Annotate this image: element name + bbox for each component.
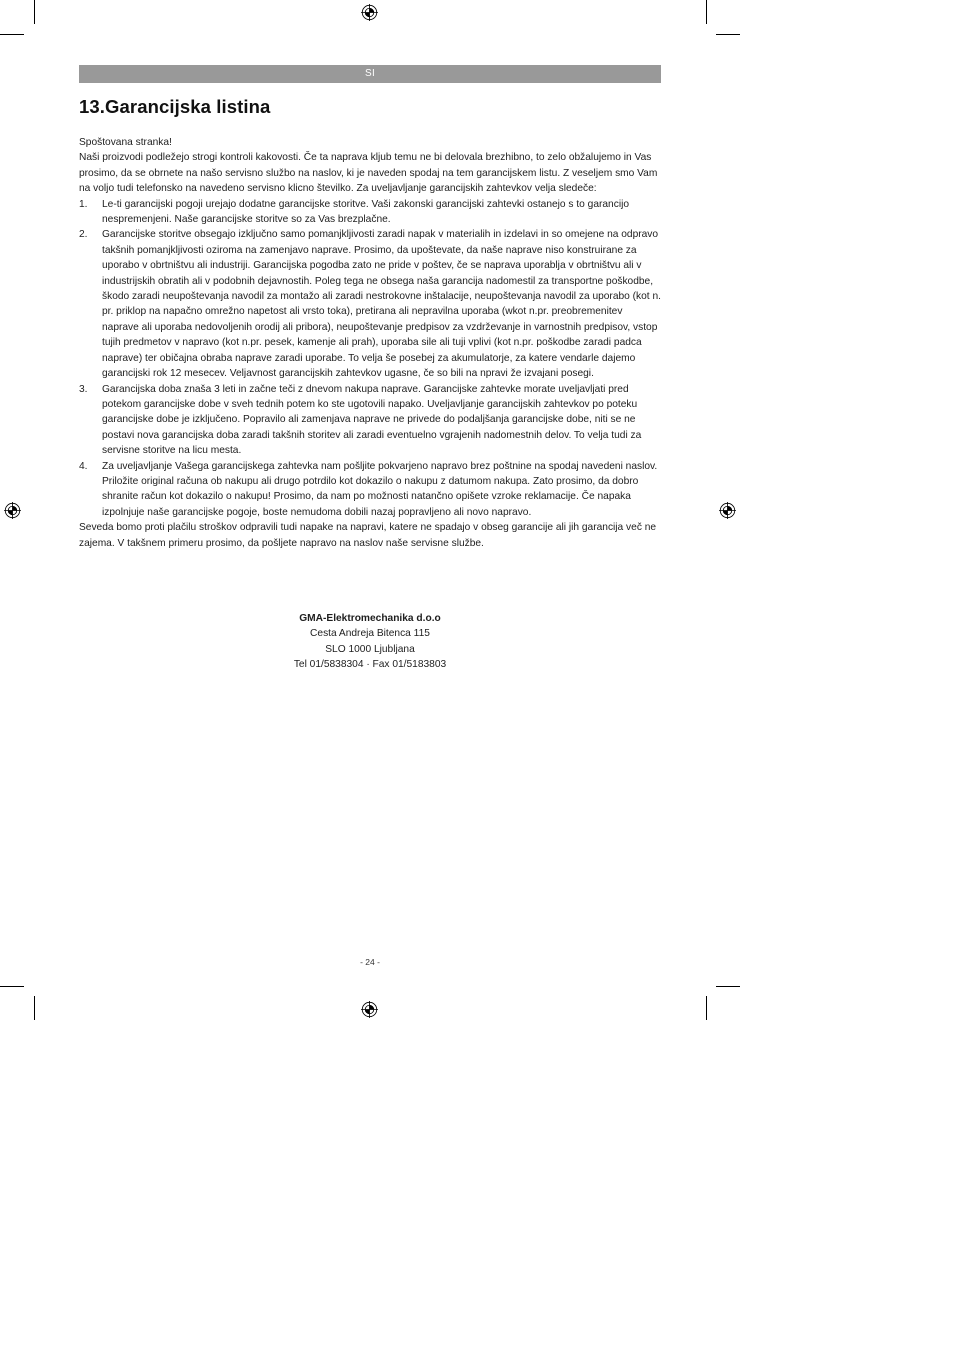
crop-mark-top-right [716,34,740,35]
list-item-text: Garancijska doba znaša 3 leti in začne teči z dnevom nakupa naprave. Garancijske zahtevke morate uveljavljati pred potekom garancijske dobe v sveh tednih potem ko ste ugotovili napako. Uveljavljanje garancijskih zahtevkov po poteku garancijske dobe je izključeno. Popravilo ali zamenjava naprave ne privede do podaljšanja garancijske dobe, niti se ne postavi nova garancijska doba zaradi takšnih storitev ali zaradi eventuelno vgrajenih nadomestnih delov. To velja tudi za servisne storitve na licu mesta. [102,383,642,457]
crop-mark-top-left [34,0,35,24]
address-street: Cesta Andreja Bitenca 115 [310,628,430,640]
registration-mark-icon [4,502,21,519]
list-item [79,459,661,521]
crop-mark-top-left [0,34,24,35]
crop-mark-bottom-left [0,986,24,987]
list-item-number: 1. [79,198,88,210]
crop-mark-bottom-right [716,986,740,987]
company-name: GMA-Elektromechanika d.o.o [299,613,441,624]
contact-phone: Tel 01/5838304 · Fax 01/5183803 [293,659,447,671]
list-item [79,227,661,381]
list-item-number: 3. [79,383,88,395]
intro-paragraph: Naši proizvodi podležejo strogi kontroli kakovosti. Če ta naprava kljub temu ne bi delovala brezhibno, to zelo obžalujemo in Vas prosimo, da se obrnete na našo servisno službo na naslov, ki je naveden spodaj na tem garancijskem listu. Z veseljem smo Vam na voljo tudi telefonsko na navedeno servisno klicno številko. Za uveljavljanje garancijskih zahtevkov velja sledeče: [79,152,658,195]
list-item [79,382,661,459]
warranty-conditions-list [79,197,661,521]
warranty-text [79,135,661,551]
registration-mark-icon [361,1001,378,1018]
closing-paragraph: Seveda bomo proti plačilu stroškov odpravili tudi napake na napravi, katere ne spadajo v obseg garancije ali jih garancija več ne zajema. V takšnem primeru prosimo, da pošljete napravo na naslov naše servisne službe. [79,522,657,549]
registration-mark-icon [719,502,736,519]
list-item-number: 2. [79,229,88,241]
crop-mark-top-right [706,0,707,24]
address-city: SLO 1000 Ljubljana [325,643,415,655]
list-item-text: Garancijske storitve obsegajo izključno samo pomanjkljivosti zaradi napak v materialih in izdelavi in so omejene na odpravo takšnih pomanjkljivosti oziroma na zamenjavo naprave. Prosimo, da upoštevate, da naše naprave niso konstruirane za uporabo v obrtništvu ali industriji. Garancijska pogodba zato ne pride v poštev, če se naprava uporablja v obrtništvu ali v industrijskih obratih ali v podobnih dejavnostih. Poleg tega ne obsega naša garancija nadomestil za transportne poškodbe, škodo zaradi neupoštevanja navodil za montažo ali zaradi nestrokovne inštalacije, neupoštevanja navodil za uporabo (kot n. pr. priklop na napačno omrežno napetost ali vrsto toka), pretirana ali nepravilna uporaba (wkot n.pr. preobremenitev naprave ali uporaba nedovoljenih orodij ali pribora), neupoštevanje predpisov za vzdrževanje in varnostnih predpisov, vstop tujih predmetov v napravo (kot n.pr. pesek, kamenje ali prah), uporaba sile ali tuji vplivi (kot n.pr. poškodbe zaradi padca naprave) ter običajna obraba naprave zaradi uporabe. To velja še posebej za akumulatorje, za katere vendarle dajemo garancijski rok 12 mesecev. Veljavnost garancijskih zahtevkov ugasne, če so bili na npravi že izvajani posegi. [102,229,661,380]
service-address [79,611,661,673]
crop-mark-bottom-left [34,996,35,1020]
section-title: 13.Garancijska listina [79,96,271,117]
list-item [79,197,661,228]
list-item-text: Le-ti garancijski pogoji urejajo dodatne garancijske storitve. Vaši zakonski garancijski zahtevki ostanejo s to garancijo nespremenjeni. Naše garancijske storitve so za Vas brezplačne. [102,198,630,226]
crop-mark-bottom-right [706,996,707,1020]
list-item-text: Za uveljavljanje Vašega garancijskega zahtevka nam pošljite pokvarjeno napravo brez poštnine na spodaj navedeni naslov. Priložite original računa ob nakupu ali drugo potrdilo kot dokazilo o nakupu z datumom nakupa. Zato prosimo, da dobro shranite račun kot dokazilo o nakupu! Prosimo, da nam po možnosti natančno opišete vzroke reklamacije. Če napaka izpolnjuje naše garancijske pogoje, boste nemudoma dobili nazaj popravljeno ali novo napravo. [102,460,658,518]
language-bar: SI [79,65,661,83]
registration-mark-icon [361,4,378,21]
list-item-number: 4. [79,460,88,472]
greeting: Spoštovana stranka! [79,137,172,148]
page-number: - 24 - [360,957,380,967]
